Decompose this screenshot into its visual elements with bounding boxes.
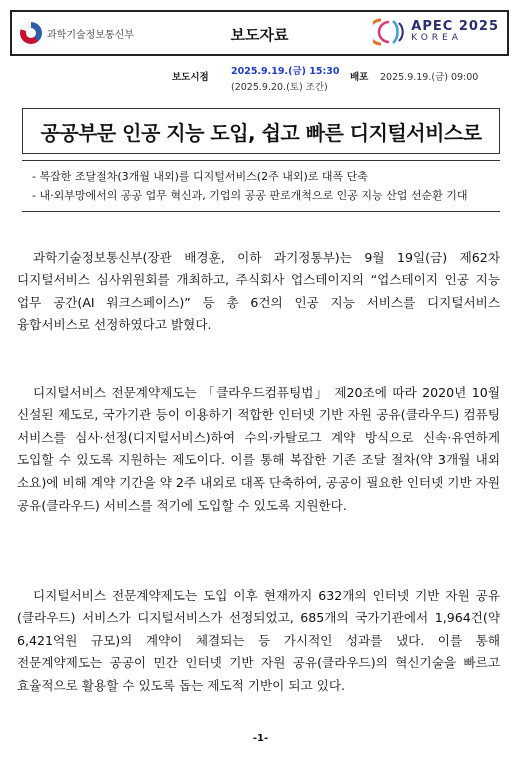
embargo-datetime: 2025.9.19.(금) 15:30 <box>231 66 340 77</box>
press-release-header <box>10 10 509 56</box>
apec-country: KOREA <box>411 33 462 44</box>
ministry-name: 과학기술정보통신부 <box>47 29 134 41</box>
embargo-morning-edition: (2025.9.20.(토) 조간) <box>231 82 328 93</box>
embargo-label: 보도시점 <box>172 72 209 83</box>
subpoints <box>22 160 500 212</box>
headline: 공공부문 인공 지능 도입, 쉽고 빠른 디지털서비스로 <box>22 108 500 154</box>
distribution-label: 배포 <box>350 72 369 83</box>
doc-type-title: 보도자료 <box>230 26 289 44</box>
apec-emblem-icon <box>373 17 407 47</box>
body-paragraph-1: 과학기술정보통신부(장관 배경훈, 이하 과기정통부)는 9월 19일(금) 제62차 디지털서비스 심사위원회를 개최하고, 주식회사 업스테이지의 “업스테이지 인공 지능 업무 공간(AI 워크스페이스)” 등 총 6건의 인공 지능 서비스를 디지털서비스 융합서비스로 선정하였다고 밝혔다. <box>17 249 500 333</box>
body-paragraph-3: 디지털서비스 전문계약제도는 도입 이후 현재까지 632개의 인터넷 기반 자원 공유(클라우드) 서비스가 디지털서비스가 선정되었고, 685개의 국가기관에서 1,964건(약 6,421억원 규모)의 계약이 체결되는 등 가시적인 성과를 냈다. 이를 통해 전문계약제도는 공공이 민간 인터넷 기반 자원 공유(클라우드)의 혁신기술을 빠르고 효율적으로 활용할 수 있도록 돕는 제도적 기반이 되고 있다. <box>17 587 500 693</box>
apec-logo <box>373 17 499 47</box>
distribution-datetime: 2025.9.19.(금) 09:00 <box>380 72 479 83</box>
page-number: -1- <box>252 733 269 744</box>
release-info <box>0 61 521 99</box>
body-paragraph-2: 디지털서비스 전문계약제도는 「클라우드컴퓨팅법」 제20조에 따라 2020년 10월 신설된 제도로, 국가기관 등이 이용하기 적합한 인터넷 기반 자원 공유(클라우드) 컴퓨팅 서비스를 심사·선정(디지털서비스)하여 수의·카탈로그 계약 방식으로 신속·유연하게 도입할 수 있도록 지원하는 제도이다. 이를 통해 복잡한 기존 조달 절차(약 3개월 내외 소요)에 비해 계약 기간을 약 2주 내외로 대폭 단축하여, 공공이 필요한 인터넷 기반 자원 공유(클라우드) 서비스를 적기에 도입할 수 있도록 지원한다. <box>17 384 500 513</box>
subpoint-2: - 내·외부망에서의 공공 업무 혁신과, 기업의 공공 판로개척으로 인공 지능 산업 선순환 기대 <box>32 189 468 202</box>
subpoint-1: - 복잡한 조달절차(3개월 내외)를 디지털서비스(2주 내외)로 대폭 단축 <box>32 170 368 183</box>
apec-title: APEC 2025 <box>411 19 499 35</box>
